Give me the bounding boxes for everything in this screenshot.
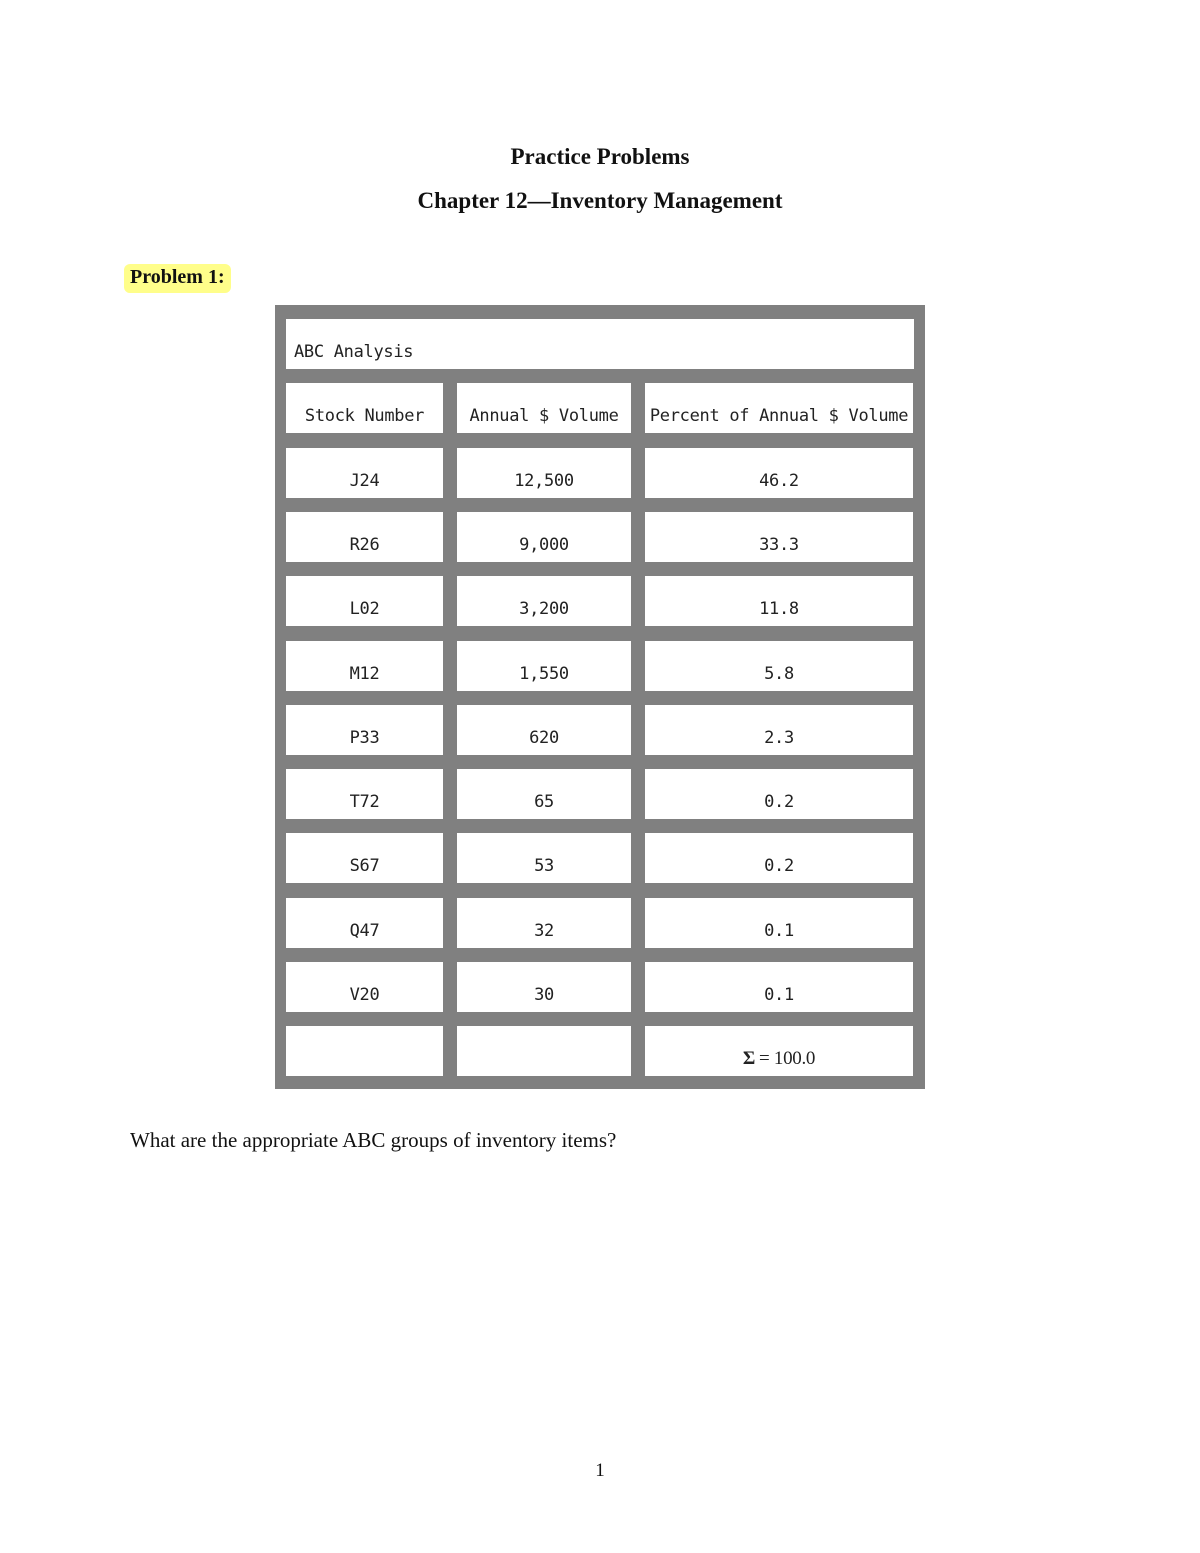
percent-volume-cell: 2.3	[645, 705, 913, 755]
column-header: Annual $ Volume	[457, 383, 631, 433]
percent-volume-cell: 46.2	[645, 448, 913, 498]
column-header: Stock Number	[286, 383, 443, 433]
percent-volume-cell: 0.1	[645, 962, 913, 1012]
annual-volume-cell: 9,000	[457, 512, 631, 562]
stock-number-cell: Q47	[286, 898, 443, 948]
column-header: Percent of Annual $ Volume	[645, 383, 913, 433]
empty-cell	[286, 1026, 443, 1076]
document-title: Practice Problems	[510, 144, 690, 169]
stock-number-cell: L02	[286, 576, 443, 626]
stock-number-cell: T72	[286, 769, 443, 819]
page-number: 1	[595, 1460, 605, 1481]
annual-volume-cell: 620	[457, 705, 631, 755]
percent-volume-cell: 5.8	[645, 641, 913, 691]
stock-number-cell: J24	[286, 448, 443, 498]
annual-volume-cell: 3,200	[457, 576, 631, 626]
percent-volume-cell: 0.1	[645, 898, 913, 948]
total-value: = 100.0	[759, 1048, 816, 1070]
annual-volume-cell: 32	[457, 898, 631, 948]
question-text: What are the appropriate ABC groups of inventory items?	[130, 1128, 617, 1152]
total-percent-cell	[645, 1026, 913, 1076]
stock-number-cell: R26	[286, 512, 443, 562]
document-subtitle: Chapter 12—Inventory Management	[417, 188, 783, 213]
percent-volume-cell: 0.2	[645, 833, 913, 883]
abc-analysis-table	[275, 305, 925, 1089]
annual-volume-cell: 1,550	[457, 641, 631, 691]
problem-label: Problem 1:	[124, 264, 231, 293]
annual-volume-cell: 30	[457, 962, 631, 1012]
annual-volume-cell: 12,500	[457, 448, 631, 498]
stock-number-cell: M12	[286, 641, 443, 691]
stock-number-cell: S67	[286, 833, 443, 883]
annual-volume-cell: 65	[457, 769, 631, 819]
empty-cell	[457, 1026, 631, 1076]
percent-volume-cell: 33.3	[645, 512, 913, 562]
annual-volume-cell: 53	[457, 833, 631, 883]
sigma-symbol: Σ	[742, 1048, 755, 1070]
percent-volume-cell: 0.2	[645, 769, 913, 819]
stock-number-cell: P33	[286, 705, 443, 755]
percent-volume-cell: 11.8	[645, 576, 913, 626]
table-caption: ABC Analysis	[286, 319, 914, 369]
stock-number-cell: V20	[286, 962, 443, 1012]
